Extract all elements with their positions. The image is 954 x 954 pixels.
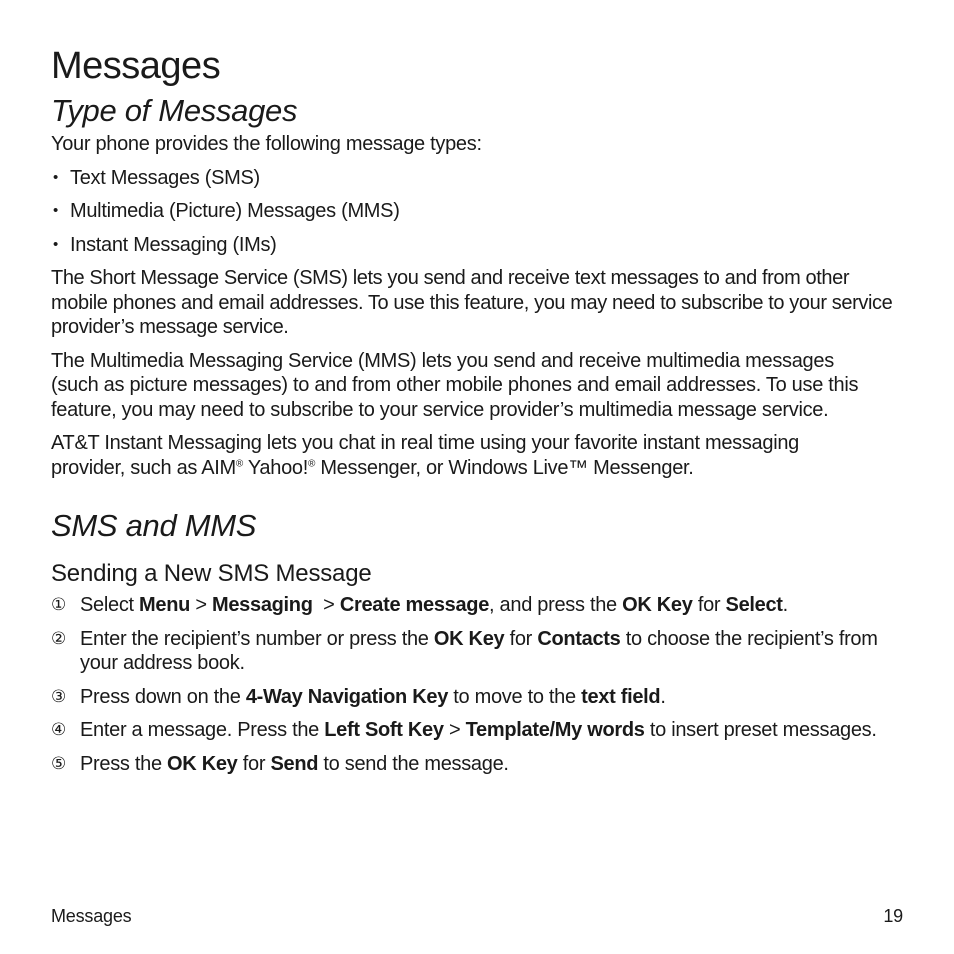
step-text: > (190, 594, 212, 616)
step-text: for (504, 627, 538, 650)
step-text: to move to the (448, 685, 582, 708)
step-text: to send the message. (318, 752, 509, 775)
step-item (51, 593, 906, 618)
step-keyword: OK Key (622, 594, 693, 616)
mms-paragraph: The Multimedia Messaging Service (MMS) lets you send and receive multimedia messages (such as picture messages) to and from other mobile phones and email addresses. To use this feature, you may need to subscribe to your service provider’s multimedia message service. (51, 349, 859, 421)
step-text: Press down on the (80, 685, 246, 708)
step-keyword: OK Key (167, 752, 238, 775)
step-number: ① (51, 595, 66, 614)
registered-mark: ® (307, 457, 316, 469)
step-keyword: OK Key (433, 627, 505, 650)
list-item: • Multimedia (Picture) Messages (MMS) (51, 199, 906, 224)
step-keyword: Template/My words (465, 719, 645, 741)
footer-section-name: Messages (51, 906, 132, 926)
message-types-list (51, 166, 906, 258)
step-keyword: Left Soft Key (324, 719, 444, 741)
step-item (51, 685, 906, 710)
registered-mark: ® (235, 457, 243, 469)
step-keyword: text field (581, 685, 661, 708)
step-text: Select (80, 594, 140, 616)
step-number: ④ (51, 720, 66, 739)
im-paragraph (51, 431, 821, 480)
subheading-sending-sms: Sending a New SMS Message (51, 560, 372, 587)
page-title: Messages (51, 45, 221, 87)
step-text: Press the (80, 752, 168, 775)
step-keyword: Contacts (537, 627, 621, 650)
sms-paragraph: The Short Message Service (SMS) lets you send and receive text messages to and from other mobile phones and email addresses. To use this feature, you may need to subscribe to your service provider’s message service. (51, 267, 893, 338)
intro-text: Your phone provides the following message types: (51, 133, 482, 155)
step-keyword: Send (270, 752, 319, 775)
step-keyword: Messaging (211, 594, 313, 616)
step-item (51, 752, 906, 777)
step-text: Enter the recipient’s number or press the (80, 627, 434, 650)
page-number: 19 (883, 906, 903, 926)
im-text-2: Yahoo! (242, 456, 308, 479)
step-number: ③ (51, 686, 66, 706)
step-text: for (237, 752, 271, 775)
list-item: • Text Messages (SMS) (51, 166, 906, 191)
step-item (51, 627, 906, 676)
step-text: . (660, 685, 666, 708)
step-text: Enter a message. Press the (80, 719, 325, 741)
step-text: for (692, 594, 726, 616)
step-text: to choose the recipient’s from your address book. (80, 627, 878, 674)
steps-list (51, 593, 906, 776)
im-text-3: Messenger, or Windows Live™ Messenger. (315, 456, 694, 479)
step-keyword: 4-Way Navigation Key (245, 685, 449, 708)
step-item (51, 718, 906, 743)
section-heading-sms-and-mms: SMS and MMS (51, 508, 257, 543)
step-text: > (312, 594, 340, 616)
section-heading-type-of-messages: Type of Messages (51, 93, 298, 128)
step-number: ② (51, 628, 66, 648)
page-content (51, 44, 906, 776)
step-keyword: Create message (339, 594, 490, 616)
step-text: > (443, 719, 466, 741)
list-item: • Instant Messaging (IMs) (51, 233, 906, 258)
step-text: , and press the (489, 594, 623, 616)
step-keyword: Menu (139, 594, 191, 616)
step-number: ⑤ (51, 753, 66, 773)
step-text: . (782, 594, 788, 616)
step-text: to insert preset messages. (644, 719, 877, 741)
im-text-1: AT&T Instant Messaging lets you chat in real time using your favorite instant messaging provider, such as AIM (51, 432, 799, 479)
step-keyword: Select (725, 594, 783, 616)
